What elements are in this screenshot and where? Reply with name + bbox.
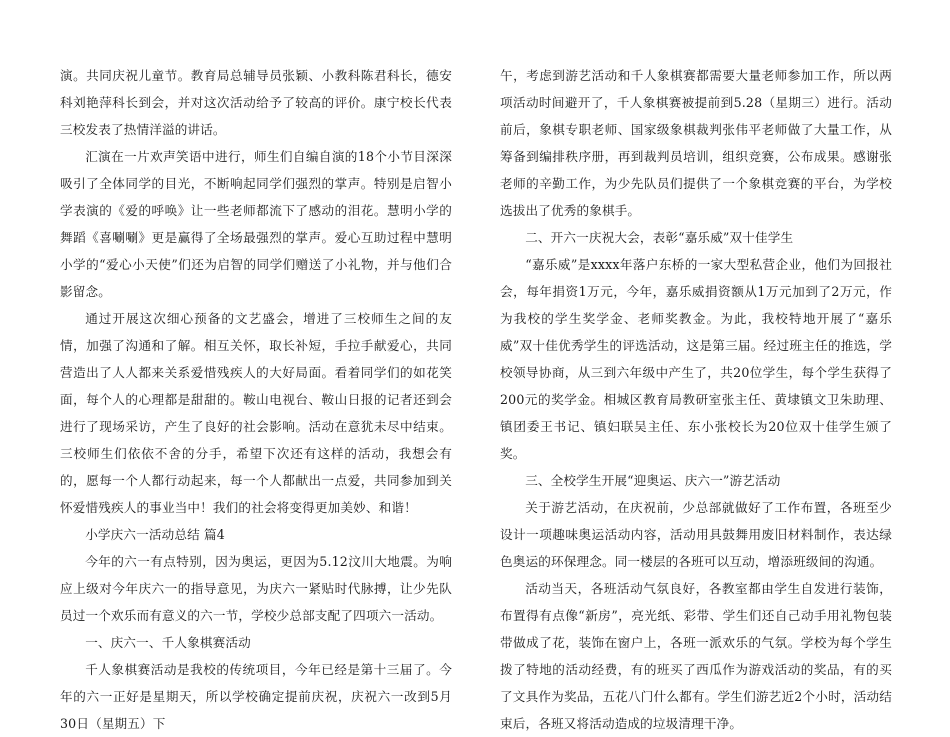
- paragraph: 活动当天，各班活动气氛良好，各教室都由学生自发进行装饰，布置得有点像“新房”，亮光纸、彩带、学生们还自己动手用礼物包装带做成了花，装饰在窗户上，各班一派欢乐的气氛。学校为每个学生拨了特地的活动经费，有的班买了西瓜作为游戏活动的奖品，有的买了文具作为奖品，五花八门什么都有。学生们游艺近2个小时，活动结束后，各班又将活动造成的垃圾清理干净。: [500, 581, 892, 731]
- paragraph: 今年的六一有点特别，因为奥运，更因为5.12汶川大地震。为响应上级对今年庆六一的指导意见，为庆六一紧贴时代脉搏，让少先队员过一个欢乐而有意义的六一节，学校少总部支配了四项六一活动。: [60, 554, 452, 623]
- section-heading: 一、庆六一、千人象棋赛活动: [85, 635, 251, 650]
- paragraph: 通过开展这次细心预备的文艺盛会，增进了三校师生之间的友情，加强了沟通和了解。相互关怀，取长补短，手拉手献爱心，共同营造出了人人都来关系爱惜残疾人的大好局面。看着同学们的如花笑面，每个人的心理都是甜甜的。鞍山电视台、鞍山日报的记者还到会进行了现场采访，产生了良好的社会影响。活动在意犹未尽中结束。三校师生们依依不舍的分手，希望下次还有这样的活动，我想会有的，愿每一个人都行动起来，每一个人都献出一点爱，共同参加到关怀爱惜残疾人的事业当中！我们的社会将变得更加美妙、和谐！: [60, 311, 452, 515]
- paragraph: 演。共同庆祝儿童节。教育局总辅导员张颖、小教科陈君科长，德安科刘艳萍科长到会，并对这次活动给予了较高的评价。康宁校长代表三校发表了热情洋溢的讲话。: [60, 68, 452, 137]
- paragraph: 关于游艺活动，在庆祝前，少总部就做好了工作布置，各班至少设计一项趣味奥运活动内容，活动用具鼓舞用废旧材料制作，表达绿色奥运的环保理念。同一楼层的各班可以互动，增添班级间的沟通。: [500, 500, 892, 569]
- right-column: [500, 62, 892, 737]
- section-heading: 三、全校学生开展“迎奥运、庆六一”游艺活动: [525, 473, 781, 488]
- paragraph: “嘉乐威”是xxxx年落户东桥的一家大型私营企业，他们为回报社会，每年捐资1万元，今年，嘉乐威捐资额从1万元加到了2万元，作为我校的学生奖学金、老师奖教金。为此，我校特地开展了“嘉乐威”双十佳优秀学生的评选活动，这是第三届。经过班主任的推选，学校领导协商，从三到六年级中产生了，共20位学生，每个学生获得了200元的奖学金。相城区教育局教研室张主任、黄埭镇文卫朱助理、镇团委王书记、镇妇联吴主任、东小张校长为20位双十佳学生颁了奖。: [500, 257, 892, 461]
- left-column: [60, 62, 452, 737]
- paragraph: 午，考虑到游艺活动和千人象棋赛都需要大量老师参加工作，所以两项活动时间避开了，千人象棋赛被提前到5.28（星期三）进行。活动前后，象棋专职老师、国家级象棋裁判张伟平老师做了大量工作，从筹备到编排秩序册，再到裁判员培训，组织竞赛，公布成果。感谢张老师的辛勤工作，为少先队员们提供了一个象棋竞赛的平台，为学校选拔出了优秀的象棋手。: [500, 68, 892, 218]
- section-heading: 二、开六一庆祝大会，表彰“嘉乐威”双十佳学生: [525, 230, 794, 245]
- paragraph: 汇演在一片欢声笑语中进行，师生们自编自演的18个小节目深深吸引了全体同学的目光，不断响起同学们强烈的掌声。特别是启智小学表演的《爱的呼唤》让一些老师都流下了感动的泪花。慧明小学的舞蹈《喜唰唰》更是赢得了全场最强烈的掌声。爱心互助过程中慧明小学的“爱心小天使”们还为启智的同学们赠送了小礼物，并与他们合影留念。: [60, 149, 452, 299]
- paragraph: 千人象棋赛活动是我校的传统项目，今年已经是第十三届了。今年的六一正好是星期天，所以学校确定提前庆祝，庆祝六一改到5月30日（星期五）下: [60, 662, 452, 731]
- section-title: 小学庆六一活动总结 篇4: [85, 527, 225, 542]
